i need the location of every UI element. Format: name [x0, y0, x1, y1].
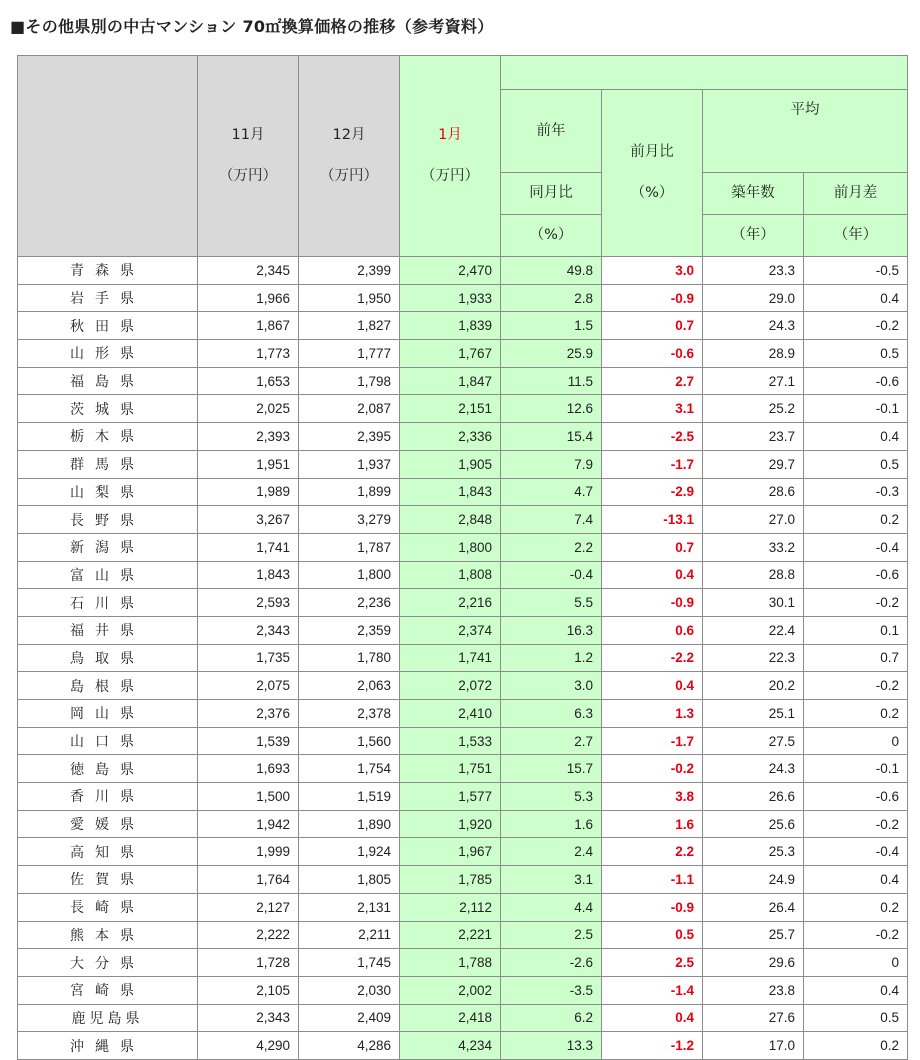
table-row [18, 284, 908, 312]
prefecture-cell: 福井県 [18, 616, 198, 644]
diff-cell: -0.6 [804, 367, 908, 395]
diff-cell: -0.2 [804, 921, 908, 949]
diff-cell: 0.2 [804, 1032, 908, 1060]
diff-cell: -0.3 [804, 478, 908, 506]
nov-cell: 1,764 [198, 866, 299, 894]
header-nov-label: 11月 [231, 127, 265, 143]
diff-cell: 0.5 [804, 1004, 908, 1032]
jan-cell: 1,800 [400, 533, 501, 561]
jan-cell: 2,470 [400, 257, 501, 285]
age-cell: 30.1 [703, 589, 804, 617]
age-cell: 28.8 [703, 561, 804, 589]
dec-cell: 2,359 [299, 616, 400, 644]
jan-cell: 1,808 [400, 561, 501, 589]
header-jan-label: 1月 [438, 127, 462, 143]
header-age-group [703, 90, 908, 173]
nov-cell: 1,735 [198, 644, 299, 672]
yoy-cell: 5.3 [501, 783, 602, 811]
prefecture-cell: 大分県 [18, 949, 198, 977]
diff-cell: -0.2 [804, 672, 908, 700]
table-row [18, 783, 908, 811]
age-cell: 28.9 [703, 340, 804, 368]
yoy-cell: 4.4 [501, 893, 602, 921]
table-row [18, 340, 908, 368]
yoy-cell: 3.1 [501, 866, 602, 894]
table-row [18, 672, 908, 700]
age-cell: 17.0 [703, 1032, 804, 1060]
yoy-cell: 7.4 [501, 506, 602, 534]
nov-cell: 2,393 [198, 423, 299, 451]
table-row [18, 450, 908, 478]
table-row [18, 727, 908, 755]
nov-cell: 1,966 [198, 284, 299, 312]
nov-cell: 2,105 [198, 976, 299, 1004]
prefecture-cell: 山形県 [18, 340, 198, 368]
diff-cell: -0.1 [804, 395, 908, 423]
mom-cell: -0.6 [602, 340, 703, 368]
header-diff-unit: （年） [804, 215, 908, 257]
age-cell: 24.3 [703, 755, 804, 783]
mom-cell: 2.7 [602, 367, 703, 395]
mom-cell: 0.4 [602, 561, 703, 589]
table-row [18, 561, 908, 589]
mom-cell: 0.6 [602, 616, 703, 644]
prefecture-cell: 岡山県 [18, 700, 198, 728]
yoy-cell: 2.7 [501, 727, 602, 755]
header-mom [602, 90, 703, 257]
yoy-cell: 11.5 [501, 367, 602, 395]
table-row [18, 423, 908, 451]
nov-cell: 2,343 [198, 1004, 299, 1032]
prefecture-cell: 秋田県 [18, 312, 198, 340]
age-cell: 23.7 [703, 423, 804, 451]
table-row [18, 810, 908, 838]
dec-cell: 2,236 [299, 589, 400, 617]
mom-cell: -13.1 [602, 506, 703, 534]
jan-cell: 1,577 [400, 783, 501, 811]
nov-cell: 2,376 [198, 700, 299, 728]
dec-cell: 2,395 [299, 423, 400, 451]
table-row [18, 893, 908, 921]
age-cell: 26.4 [703, 893, 804, 921]
yoy-cell: 2.5 [501, 921, 602, 949]
table-row [18, 395, 908, 423]
nov-cell: 1,843 [198, 561, 299, 589]
dec-cell: 1,800 [299, 561, 400, 589]
header-corner [18, 56, 198, 257]
prefecture-cell: 熊本県 [18, 921, 198, 949]
header-nov [198, 56, 299, 257]
prefecture-cell: 石川県 [18, 589, 198, 617]
nov-cell: 1,741 [198, 533, 299, 561]
dec-cell: 2,030 [299, 976, 400, 1004]
table-row [18, 312, 908, 340]
mom-cell: 1.6 [602, 810, 703, 838]
dec-cell: 1,787 [299, 533, 400, 561]
nov-cell: 1,500 [198, 783, 299, 811]
table-row [18, 700, 908, 728]
yoy-cell: 4.7 [501, 478, 602, 506]
yoy-cell: 25.9 [501, 340, 602, 368]
table-row [18, 589, 908, 617]
prefecture-cell: 福島県 [18, 367, 198, 395]
age-cell: 29.6 [703, 949, 804, 977]
header-jan-unit: （万円） [421, 168, 479, 184]
dec-cell: 1,924 [299, 838, 400, 866]
nov-cell: 2,222 [198, 921, 299, 949]
header-age-group-label: 平均 [790, 102, 820, 118]
table-row [18, 1032, 908, 1060]
jan-cell: 1,788 [400, 949, 501, 977]
dec-cell: 1,798 [299, 367, 400, 395]
nov-cell: 1,867 [198, 312, 299, 340]
prefecture-cell: 富山県 [18, 561, 198, 589]
nov-cell: 2,025 [198, 395, 299, 423]
yoy-cell: -3.5 [501, 976, 602, 1004]
table-body [18, 257, 908, 1060]
diff-cell: -0.2 [804, 589, 908, 617]
header-diff: 前月差 [804, 173, 908, 215]
jan-cell: 2,151 [400, 395, 501, 423]
age-cell: 27.1 [703, 367, 804, 395]
jan-cell: 2,221 [400, 921, 501, 949]
jan-cell: 4,234 [400, 1032, 501, 1060]
dec-cell: 1,950 [299, 284, 400, 312]
nov-cell: 2,345 [198, 257, 299, 285]
diff-cell: -0.5 [804, 257, 908, 285]
mom-cell: 1.3 [602, 700, 703, 728]
prefecture-cell: 群馬県 [18, 450, 198, 478]
mom-cell: 0.7 [602, 533, 703, 561]
diff-cell: 0.4 [804, 976, 908, 1004]
dec-cell: 3,279 [299, 506, 400, 534]
jan-cell: 1,533 [400, 727, 501, 755]
yoy-cell: 3.0 [501, 672, 602, 700]
prefecture-cell: 宮崎県 [18, 976, 198, 1004]
jan-cell: 2,216 [400, 589, 501, 617]
prefecture-cell: 鹿児島県 [18, 1004, 198, 1032]
yoy-cell: 2.2 [501, 533, 602, 561]
table-row [18, 866, 908, 894]
table-row [18, 644, 908, 672]
prefecture-cell: 愛媛県 [18, 810, 198, 838]
diff-cell: 0 [804, 727, 908, 755]
table-row [18, 506, 908, 534]
age-cell: 25.2 [703, 395, 804, 423]
nov-cell: 1,693 [198, 755, 299, 783]
diff-cell: 0 [804, 949, 908, 977]
jan-cell: 1,767 [400, 340, 501, 368]
nov-cell: 1,728 [198, 949, 299, 977]
nov-cell: 4,290 [198, 1032, 299, 1060]
yoy-cell: 2.4 [501, 838, 602, 866]
dec-cell: 1,780 [299, 644, 400, 672]
dec-cell: 2,399 [299, 257, 400, 285]
jan-cell: 2,002 [400, 976, 501, 1004]
mom-cell: 0.4 [602, 672, 703, 700]
nov-cell: 2,075 [198, 672, 299, 700]
jan-cell: 1,847 [400, 367, 501, 395]
age-cell: 25.3 [703, 838, 804, 866]
jan-cell: 2,072 [400, 672, 501, 700]
dec-cell: 4,286 [299, 1032, 400, 1060]
mom-cell: 3.0 [602, 257, 703, 285]
mom-cell: 2.5 [602, 949, 703, 977]
age-cell: 22.4 [703, 616, 804, 644]
jan-cell: 1,843 [400, 478, 501, 506]
mom-cell: 3.1 [602, 395, 703, 423]
mom-cell: -2.5 [602, 423, 703, 451]
header-yoy-line1: 前年 [501, 90, 602, 173]
nov-cell: 1,773 [198, 340, 299, 368]
jan-cell: 2,410 [400, 700, 501, 728]
age-cell: 23.8 [703, 976, 804, 1004]
prefecture-cell: 新潟県 [18, 533, 198, 561]
prefecture-cell: 鳥取県 [18, 644, 198, 672]
table-header [18, 56, 908, 257]
table-row [18, 257, 908, 285]
mom-cell: -0.9 [602, 893, 703, 921]
jan-cell: 1,920 [400, 810, 501, 838]
prefecture-cell: 香川県 [18, 783, 198, 811]
age-cell: 27.6 [703, 1004, 804, 1032]
mom-cell: 0.4 [602, 1004, 703, 1032]
header-top-band [501, 56, 908, 90]
header-mom-label: 前月比 [630, 144, 674, 160]
diff-cell: 0.2 [804, 506, 908, 534]
jan-cell: 1,839 [400, 312, 501, 340]
diff-cell: -0.6 [804, 561, 908, 589]
yoy-cell: 15.4 [501, 423, 602, 451]
jan-cell: 2,374 [400, 616, 501, 644]
jan-cell: 1,967 [400, 838, 501, 866]
prefecture-cell: 高知県 [18, 838, 198, 866]
table-row [18, 921, 908, 949]
prefecture-cell: 山口県 [18, 727, 198, 755]
age-cell: 27.5 [703, 727, 804, 755]
header-yoy-unit: （%） [501, 215, 602, 257]
mom-cell: -1.4 [602, 976, 703, 1004]
yoy-cell: 7.9 [501, 450, 602, 478]
jan-cell: 2,848 [400, 506, 501, 534]
header-dec-label: 12月 [332, 127, 366, 143]
prefecture-cell: 島根県 [18, 672, 198, 700]
age-cell: 33.2 [703, 533, 804, 561]
age-cell: 24.3 [703, 312, 804, 340]
mom-cell: -2.2 [602, 644, 703, 672]
diff-cell: -0.6 [804, 783, 908, 811]
diff-cell: -0.4 [804, 838, 908, 866]
age-cell: 27.0 [703, 506, 804, 534]
diff-cell: 0.2 [804, 893, 908, 921]
age-cell: 28.6 [703, 478, 804, 506]
age-cell: 29.7 [703, 450, 804, 478]
mom-cell: -2.9 [602, 478, 703, 506]
dec-cell: 2,131 [299, 893, 400, 921]
jan-cell: 1,905 [400, 450, 501, 478]
jan-cell: 1,933 [400, 284, 501, 312]
dec-cell: 2,063 [299, 672, 400, 700]
age-cell: 20.2 [703, 672, 804, 700]
yoy-cell: -0.4 [501, 561, 602, 589]
dec-cell: 1,777 [299, 340, 400, 368]
page-title: ■その他県別の中古マンション 70㎡換算価格の推移（参考資料） [10, 17, 494, 36]
yoy-cell: 1.6 [501, 810, 602, 838]
nov-cell: 1,999 [198, 838, 299, 866]
dec-cell: 1,827 [299, 312, 400, 340]
header-nov-unit: （万円） [219, 168, 277, 184]
dec-cell: 2,378 [299, 700, 400, 728]
mom-cell: 2.2 [602, 838, 703, 866]
nov-cell: 1,539 [198, 727, 299, 755]
prefecture-cell: 栃木県 [18, 423, 198, 451]
nov-cell: 3,267 [198, 506, 299, 534]
prefecture-cell: 長崎県 [18, 893, 198, 921]
prefecture-cell: 青森県 [18, 257, 198, 285]
table-row [18, 1004, 908, 1032]
mom-cell: 3.8 [602, 783, 703, 811]
diff-cell: -0.2 [804, 312, 908, 340]
nov-cell: 1,942 [198, 810, 299, 838]
diff-cell: 0.5 [804, 340, 908, 368]
mom-cell: -1.1 [602, 866, 703, 894]
mom-cell: -0.2 [602, 755, 703, 783]
prefecture-cell: 岩手県 [18, 284, 198, 312]
dec-cell: 1,560 [299, 727, 400, 755]
mom-cell: 0.5 [602, 921, 703, 949]
age-cell: 23.3 [703, 257, 804, 285]
diff-cell: -0.4 [804, 533, 908, 561]
table-row [18, 616, 908, 644]
dec-cell: 2,211 [299, 921, 400, 949]
yoy-cell: 1.2 [501, 644, 602, 672]
diff-cell: -0.2 [804, 810, 908, 838]
yoy-cell: 2.8 [501, 284, 602, 312]
header-dec [299, 56, 400, 257]
header-yoy-line2: 同月比 [501, 173, 602, 215]
jan-cell: 1,785 [400, 866, 501, 894]
diff-cell: 0.4 [804, 423, 908, 451]
jan-cell: 1,741 [400, 644, 501, 672]
mom-cell: -1.2 [602, 1032, 703, 1060]
age-cell: 22.3 [703, 644, 804, 672]
dec-cell: 1,745 [299, 949, 400, 977]
price-table [17, 55, 908, 1060]
yoy-cell: 16.3 [501, 616, 602, 644]
header-dec-unit: （万円） [320, 168, 378, 184]
jan-cell: 2,418 [400, 1004, 501, 1032]
table-row [18, 478, 908, 506]
table-row [18, 755, 908, 783]
header-mom-unit: （%） [630, 185, 674, 201]
prefecture-cell: 山梨県 [18, 478, 198, 506]
yoy-cell: 49.8 [501, 257, 602, 285]
prefecture-cell: 佐賀県 [18, 866, 198, 894]
mom-cell: -0.9 [602, 284, 703, 312]
nov-cell: 1,989 [198, 478, 299, 506]
jan-cell: 2,112 [400, 893, 501, 921]
nov-cell: 1,653 [198, 367, 299, 395]
dec-cell: 1,890 [299, 810, 400, 838]
table-row [18, 976, 908, 1004]
jan-cell: 1,751 [400, 755, 501, 783]
mom-cell: 0.7 [602, 312, 703, 340]
nov-cell: 2,343 [198, 616, 299, 644]
yoy-cell: 1.5 [501, 312, 602, 340]
age-cell: 25.7 [703, 921, 804, 949]
yoy-cell: 5.5 [501, 589, 602, 617]
dec-cell: 1,519 [299, 783, 400, 811]
prefecture-cell: 長野県 [18, 506, 198, 534]
dec-cell: 2,087 [299, 395, 400, 423]
diff-cell: -0.1 [804, 755, 908, 783]
diff-cell: 0.1 [804, 616, 908, 644]
age-cell: 25.6 [703, 810, 804, 838]
dec-cell: 1,805 [299, 866, 400, 894]
prefecture-cell: 沖縄県 [18, 1032, 198, 1060]
diff-cell: 0.7 [804, 644, 908, 672]
header-age-unit: （年） [703, 215, 804, 257]
table-row [18, 949, 908, 977]
diff-cell: 0.4 [804, 866, 908, 894]
nov-cell: 2,127 [198, 893, 299, 921]
diff-cell: 0.4 [804, 284, 908, 312]
age-cell: 24.9 [703, 866, 804, 894]
table-row [18, 367, 908, 395]
jan-cell: 2,336 [400, 423, 501, 451]
yoy-cell: 13.3 [501, 1032, 602, 1060]
mom-cell: -1.7 [602, 450, 703, 478]
table-row [18, 838, 908, 866]
table-row [18, 533, 908, 561]
diff-cell: 0.2 [804, 700, 908, 728]
mom-cell: -1.7 [602, 727, 703, 755]
header-jan [400, 56, 501, 257]
age-cell: 25.1 [703, 700, 804, 728]
nov-cell: 2,593 [198, 589, 299, 617]
dec-cell: 1,899 [299, 478, 400, 506]
header-age: 築年数 [703, 173, 804, 215]
diff-cell: 0.5 [804, 450, 908, 478]
prefecture-cell: 茨城県 [18, 395, 198, 423]
yoy-cell: 15.7 [501, 755, 602, 783]
yoy-cell: 6.2 [501, 1004, 602, 1032]
nov-cell: 1,951 [198, 450, 299, 478]
yoy-cell: 12.6 [501, 395, 602, 423]
age-cell: 29.0 [703, 284, 804, 312]
age-cell: 26.6 [703, 783, 804, 811]
yoy-cell: -2.6 [501, 949, 602, 977]
dec-cell: 1,754 [299, 755, 400, 783]
yoy-cell: 6.3 [501, 700, 602, 728]
mom-cell: -0.9 [602, 589, 703, 617]
dec-cell: 2,409 [299, 1004, 400, 1032]
dec-cell: 1,937 [299, 450, 400, 478]
prefecture-cell: 徳島県 [18, 755, 198, 783]
